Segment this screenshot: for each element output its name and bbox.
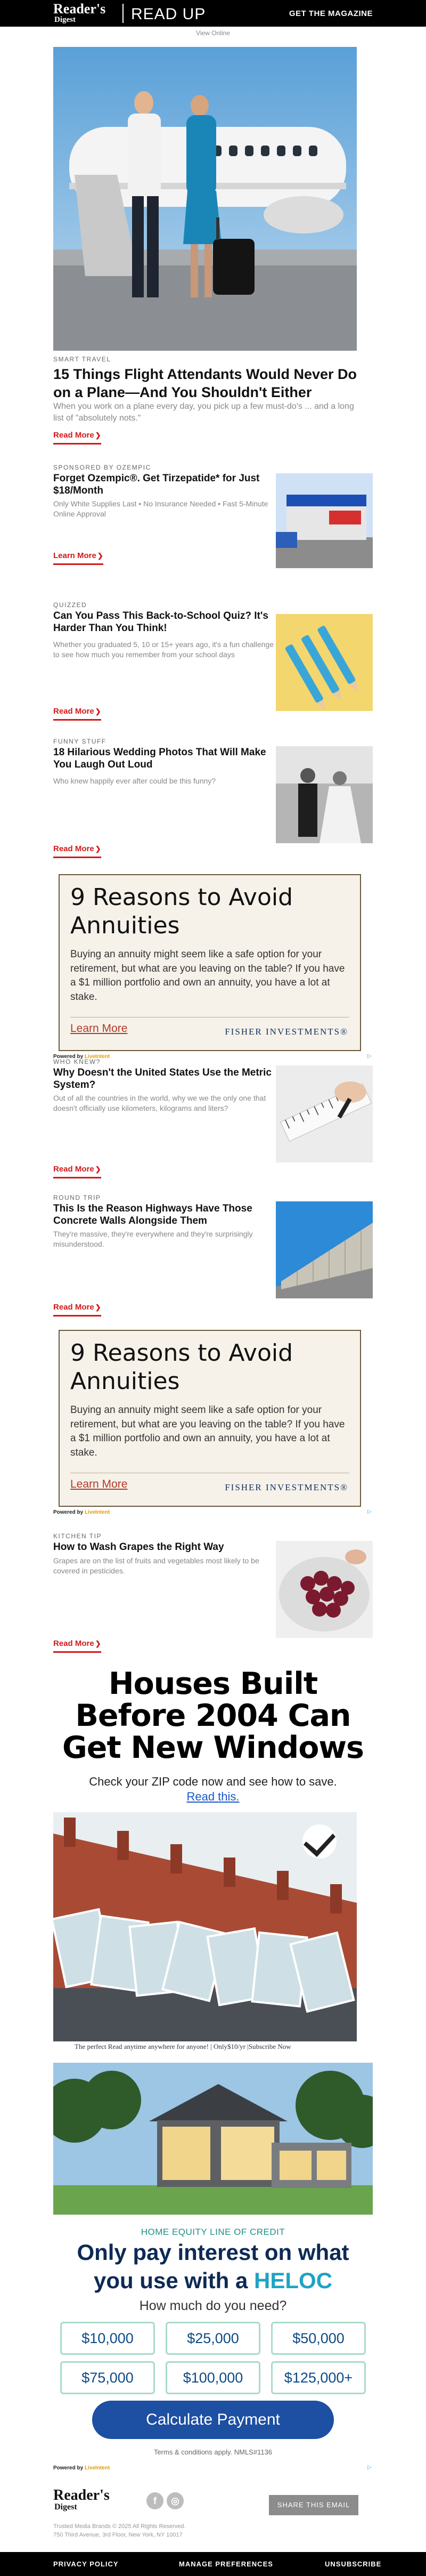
grapes-thumbnail[interactable] xyxy=(276,1541,373,1638)
calculate-payment-button[interactable]: Calculate Payment xyxy=(92,2401,334,2439)
amount-option-50000[interactable]: $50,000 xyxy=(271,2322,366,2355)
article-label: ROUND TRIP xyxy=(53,1194,101,1201)
article-metric xyxy=(53,1058,373,1175)
manage-preferences-link[interactable]: MANAGE PREFERENCES xyxy=(179,2560,273,2568)
fisher-investments-ad-1[interactable] xyxy=(59,874,361,1051)
article-highways xyxy=(53,1194,373,1311)
ad-body: Buying an annuity might seem like a safe option for your retirement, but what are you leaving on the table? If you have a $1 million portfolio and own an annuity, you have a lot at stake. xyxy=(70,1404,345,1458)
hero-read-more-link[interactable]: Read More ❯ xyxy=(53,431,101,445)
fisher-investments-logo: FISHER INVESTMENTS® xyxy=(225,1482,348,1492)
article-ozempic xyxy=(53,464,373,570)
windows-ad-headline[interactable]: Houses Built Before 2004 Can Get New Windows xyxy=(62,1666,364,1765)
heloc-house-image[interactable] xyxy=(53,2063,373,2215)
article-title[interactable]: This Is the Reason Highways Have Those Concrete Walls Alongside Them xyxy=(53,1203,252,1227)
copyright-text: Trusted Media Brands © 2025 All Rights Reserved. xyxy=(53,2523,186,2530)
hero-title[interactable]: 15 Things Flight Attendants Would Never Do on a Plane—And You Shouldn't Either xyxy=(53,366,357,400)
article-label: SPONSORED BY OZEMPIC xyxy=(53,464,151,471)
amount-option-75000[interactable]: $75,000 xyxy=(60,2361,155,2394)
highway-wall-thumbnail[interactable] xyxy=(276,1201,373,1298)
article-title[interactable]: Why Doesn't the United States Use the Metric System? xyxy=(53,1067,272,1091)
article-title[interactable]: 18 Hilarious Wedding Photos That Will Make You Laugh Out Loud xyxy=(53,747,266,771)
header-divider xyxy=(122,4,124,23)
ad-choices-icon[interactable]: ▷ xyxy=(367,1509,372,1515)
powered-by-liveintent[interactable]: Powered by LiveIntent xyxy=(53,1054,110,1060)
article-title[interactable]: Forget Ozempic®. Get Tirzepatide* for Just $18/Month xyxy=(53,473,260,497)
windows-ad-link[interactable]: Read this. xyxy=(186,1790,240,1803)
article-wedding xyxy=(53,738,373,855)
wedding-thumbnail[interactable] xyxy=(276,746,373,843)
article-read-more-link[interactable]: Read More ❯ xyxy=(53,1639,101,1653)
unsubscribe-link[interactable]: UNSUBSCRIBE xyxy=(325,2560,382,2568)
ad-choices-icon[interactable]: ▷ xyxy=(367,1053,372,1059)
heloc-terms: Terms & conditions apply. NMLS#1136 xyxy=(153,2448,273,2456)
quiz-thumbnail[interactable] xyxy=(276,614,373,711)
ad-learn-more-link[interactable]: Learn More xyxy=(70,1478,128,1490)
article-description: Grapes are on the list of fruits and vegetables most likely to be covered in pesticides. xyxy=(53,1556,259,1575)
article-read-more-link[interactable]: Read More ❯ xyxy=(53,707,101,721)
top-bar xyxy=(0,0,426,27)
footer-readers-digest-logo[interactable]: Reader's Digest xyxy=(53,2487,110,2512)
ad-choices-icon[interactable]: ▷ xyxy=(367,2465,372,2470)
fisher-investments-ad-2[interactable] xyxy=(59,1330,361,1507)
get-magazine-link[interactable]: GET THE MAGAZINE xyxy=(289,9,373,18)
hero-image-flight-attendants[interactable] xyxy=(53,47,357,351)
article-label: QUIZZED xyxy=(53,601,87,609)
metric-thumbnail[interactable] xyxy=(276,1065,373,1162)
instagram-icon[interactable]: ◎ xyxy=(167,2492,184,2509)
ad-body: Buying an annuity might seem like a safe option for your retirement, but what are you leaving on the table? If you have a $1 million portfolio and own an annuity, you have a lot at stake. xyxy=(70,949,345,1003)
address-text: 750 Third Avenue, 3rd Floor, New York, NY 10017 xyxy=(53,2532,183,2538)
hero-description: When you work on a plane every day, you pick up a few must-do's ... and a long list of "absolutely nots." xyxy=(53,402,354,423)
article-grapes xyxy=(53,1532,373,1650)
article-description: They're massive, they're everywhere and they're surprisingly misunderstood. xyxy=(53,1230,253,1248)
facebook-icon[interactable]: f xyxy=(146,2492,163,2509)
fisher-investments-logo: FISHER INVESTMENTS® xyxy=(225,1027,348,1037)
amount-option-125000-plus[interactable]: $125,000+ xyxy=(271,2361,366,2394)
ad-divider xyxy=(70,1017,349,1018)
article-title[interactable]: Can You Pass This Back-to-School Quiz? It's Harder Than You Think! xyxy=(53,610,268,634)
amount-option-100000[interactable]: $100,000 xyxy=(166,2361,260,2394)
windows-ad-image[interactable] xyxy=(53,1812,357,2041)
view-online-link[interactable]: View Online xyxy=(196,29,230,37)
article-description: Who knew happily ever after could be this funny? xyxy=(53,777,216,785)
article-description: Whether you graduated 5, 10 or 15+ years ago, it's a fun challenge to see how much you remember from your school days xyxy=(53,640,274,659)
article-read-more-link[interactable]: Read More ❯ xyxy=(53,844,101,858)
article-description: Out of all the countries in the world, why we we the only one that doesn't officially use kilometers, kilograms and liters? xyxy=(53,1094,266,1112)
article-learn-more-link[interactable]: Learn More ❯ xyxy=(53,551,103,565)
readers-digest-logo[interactable]: Reader's Digest xyxy=(53,1,106,24)
ad-headline: 9 Reasons to Avoid Annuities xyxy=(70,1339,293,1395)
heloc-question: How much do you need? xyxy=(139,2298,287,2313)
article-quiz xyxy=(53,601,373,716)
hero-section-label: SMART TRAVEL xyxy=(53,356,111,363)
privacy-policy-link[interactable]: PRIVACY POLICY xyxy=(53,2560,119,2568)
amount-option-10000[interactable]: $10,000 xyxy=(60,2322,155,2355)
broken-image-caption[interactable]: The perfect Read anytime anywhere for anyone! | Only$10/yr |Subscribe Now xyxy=(75,2042,291,2050)
article-read-more-link[interactable]: Read More ❯ xyxy=(53,1303,101,1317)
windows-ad-subtext: Check your ZIP code now and see how to save. xyxy=(89,1775,337,1788)
article-label: FUNNY STUFF xyxy=(53,738,106,745)
article-description: Only White Supplies Last • No Insurance Needed • Fast 5-Minute Online Approval xyxy=(53,499,268,518)
ozempic-thumbnail[interactable] xyxy=(276,473,373,568)
ad-headline: 9 Reasons to Avoid Annuities xyxy=(70,884,293,939)
heloc-headline[interactable]: Only pay interest on what you use with a HELOC xyxy=(77,2240,349,2293)
newsletter-name: READ UP xyxy=(131,5,206,23)
footer-links-bar xyxy=(0,2552,426,2576)
amount-option-25000[interactable]: $25,000 xyxy=(166,2322,260,2355)
article-title[interactable]: How to Wash Grapes the Right Way xyxy=(53,1541,224,1553)
article-label: KITCHEN TIP xyxy=(53,1532,102,1540)
powered-by-liveintent[interactable]: Powered by LiveIntent xyxy=(53,1509,110,1515)
powered-by-liveintent[interactable]: Powered by LiveIntent xyxy=(53,2465,110,2471)
heloc-kicker: HOME EQUITY LINE OF CREDIT xyxy=(141,2227,285,2237)
article-read-more-link[interactable]: Read More ❯ xyxy=(53,1165,101,1178)
ad-learn-more-link[interactable]: Learn More xyxy=(70,1022,128,1035)
article-label: WHO KNEW? xyxy=(53,1058,101,1065)
share-email-button[interactable]: SHARE THIS EMAIL xyxy=(269,2495,358,2515)
